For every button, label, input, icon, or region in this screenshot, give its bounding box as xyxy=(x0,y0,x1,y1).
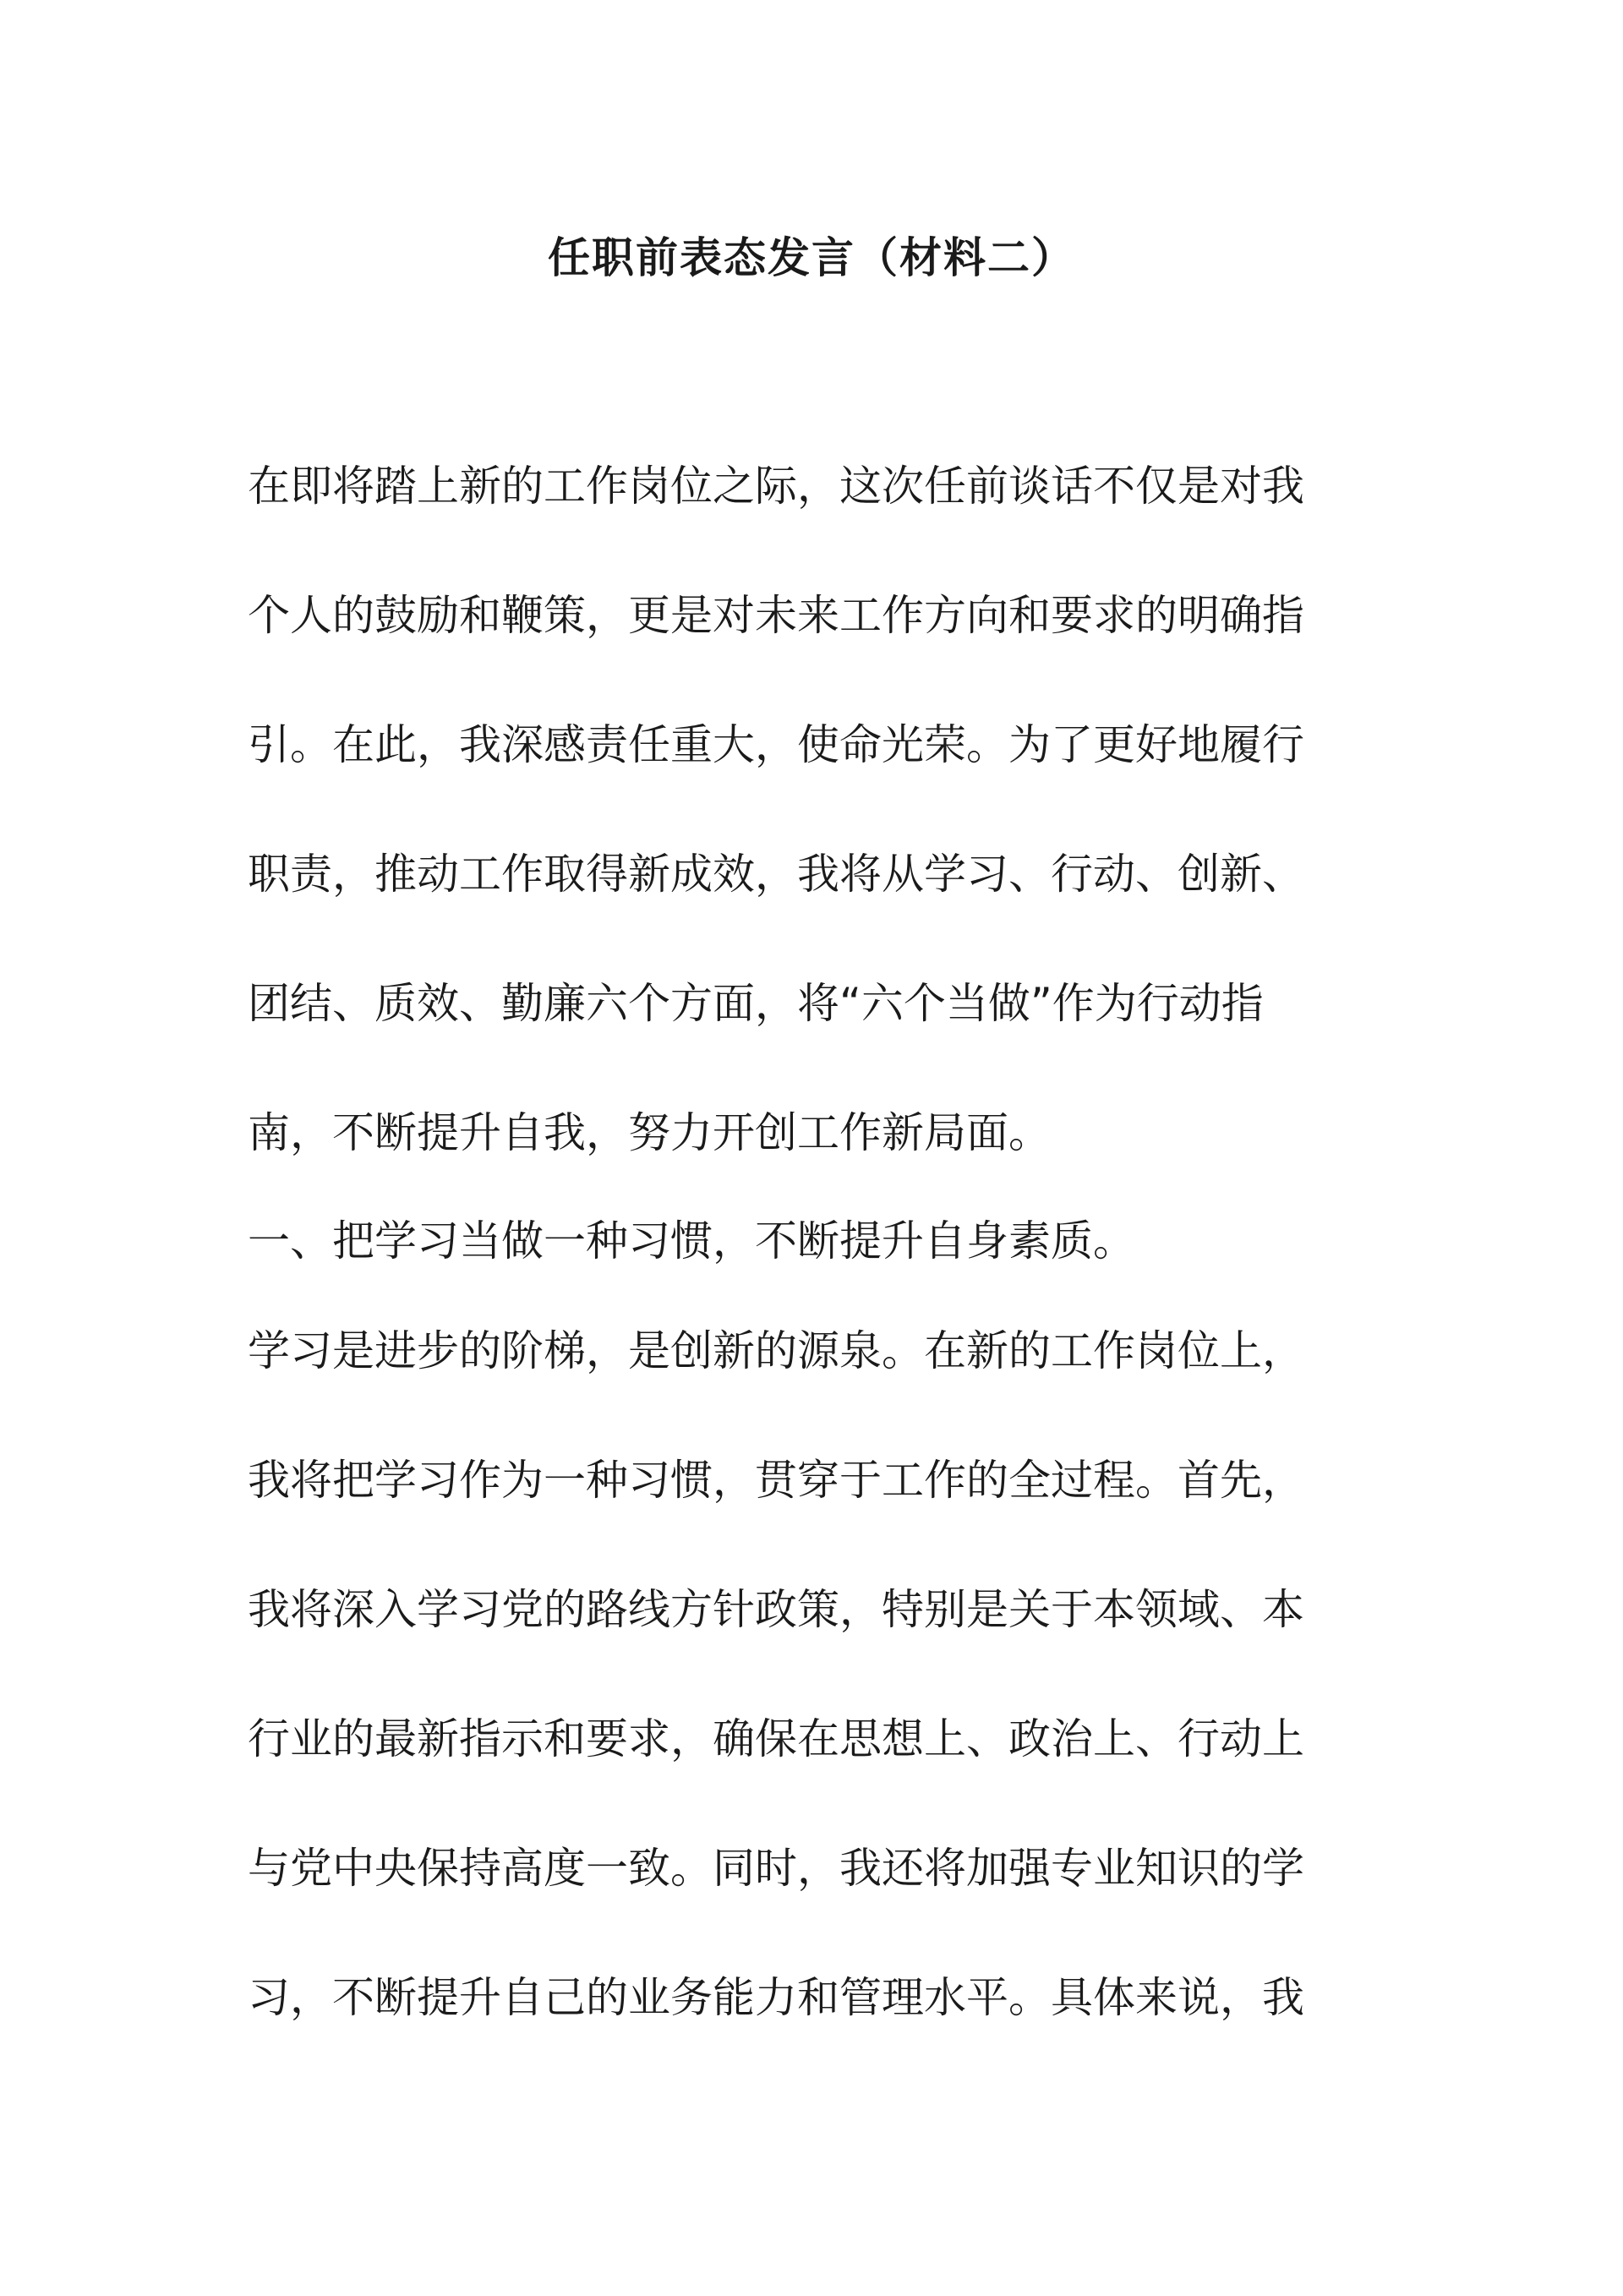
document-title: 任职前表态发言（材料二） xyxy=(548,233,1075,282)
paragraph-2-line-6: 习，不断提升自己的业务能力和管理水平。具体来说，我 xyxy=(248,1973,1304,2022)
paragraph-2-line-3: 我将深入学习党的路线方针政策，特别是关于本领域、本 xyxy=(248,1585,1304,1634)
paragraph-1-line-4: 职责，推动工作取得新成效，我将从学习、行动、创新、 xyxy=(248,850,1304,899)
paragraph-1-line-1: 在即将踏上新的工作岗位之际，这次任前谈话不仅是对我 xyxy=(248,462,1304,511)
section-1-heading: 一、把学习当做一种习惯，不断提升自身素质。 xyxy=(248,1216,1135,1266)
paragraph-1-line-2: 个人的鼓励和鞭策，更是对未来工作方向和要求的明确指 xyxy=(248,591,1304,640)
paragraph-1-line-6: 南，不断提升自我，努力开创工作新局面。 xyxy=(248,1108,1051,1157)
paragraph-2-line-4: 行业的最新指示和要求，确保在思想上、政治上、行动上 xyxy=(248,1714,1304,1763)
paragraph-2-line-1: 学习是进步的阶梯，是创新的源泉。在新的工作岗位上， xyxy=(248,1326,1304,1375)
paragraph-1-line-5: 团结、质效、勤廉六个方面，将“六个当做”作为行动指 xyxy=(248,979,1264,1028)
paragraph-2-line-2: 我将把学习作为一种习惯，贯穿于工作的全过程。首先， xyxy=(248,1456,1304,1505)
paragraph-1-line-3: 引。在此，我深感责任重大，使命光荣。为了更好地履行 xyxy=(248,720,1304,769)
paragraph-2-line-5: 与党中央保持高度一致。同时，我还将加强专业知识的学 xyxy=(248,1844,1304,1893)
